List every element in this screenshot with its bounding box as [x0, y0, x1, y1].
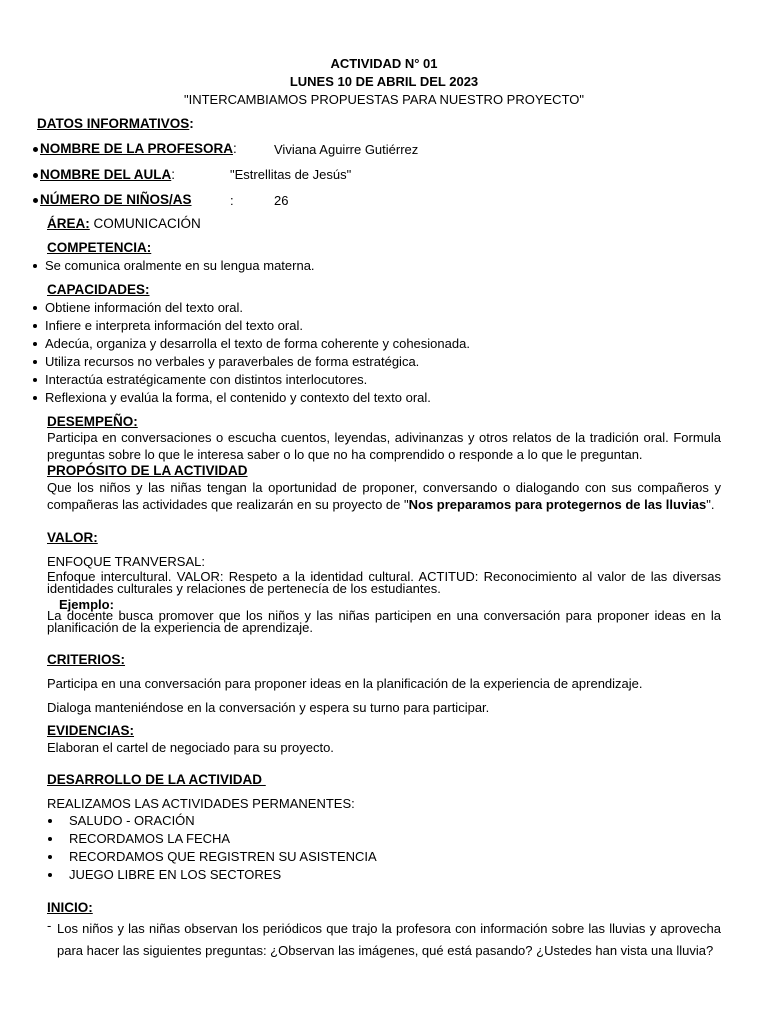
datos-heading: DATOS INFORMATIVOS:	[37, 116, 194, 131]
bullet-icon	[33, 173, 38, 178]
ejemplo-label: Ejemplo:	[59, 597, 114, 612]
desarrollo-intro: REALIZAMOS LAS ACTIVIDADES PERMANENTES:	[47, 796, 355, 811]
valor-heading: VALOR:	[47, 530, 98, 545]
inicio-text: Los niños y las niñas observan los periódicos que trajo la profesora con información sobre las lluvias y aprovecha para hacer las siguientes preguntas: ¿Observan las imágenes, qué está pasando? ¿Ustedes han vista una lluvia?	[57, 921, 721, 958]
area-line: ÁREA: COMUNICACIÓN	[47, 216, 201, 231]
bullet-icon	[48, 819, 52, 823]
count-colon: :	[230, 193, 234, 208]
capacidad-item: Obtiene información del texto oral.	[45, 300, 243, 315]
capacidad-item: Reflexiona y evalúa la forma, el contenido y contexto del texto oral.	[45, 390, 431, 405]
classroom-label: NOMBRE DEL AULA:	[40, 167, 176, 182]
enfoque-text: Enfoque intercultural. VALOR: Respeto a la identidad cultural. ACTITUD: Reconocimiento al valor de las diversas identidades culturales y relaciones de pertenecía de los estudiantes.	[47, 569, 721, 596]
count-label: NÚMERO DE NIÑOS/AS	[40, 192, 192, 207]
criterio-item: Dialoga manteniéndose en la conversación y espera su turno para participar.	[47, 700, 490, 715]
proposito-text: Que los niños y las niñas tengan la oportunidad de proponer, conversando o dialogando con sus compañeros y compañeras las actividades que realizarán en su proyecto de "Nos preparamos para protegernos de las lluvias".	[47, 480, 721, 512]
inicio-heading: INICIO:	[47, 900, 93, 915]
competencia-item: Se comunica oralmente en su lengua materna.	[45, 258, 315, 273]
permanent-activity-item: JUEGO LIBRE EN LOS SECTORES	[69, 867, 282, 882]
bullet-icon	[48, 873, 52, 877]
bullet-icon	[33, 264, 37, 268]
evidencias-text: Elaboran el cartel de negociado para su proyecto.	[47, 740, 334, 755]
permanent-activity-item: SALUDO - ORACIÓN	[69, 813, 195, 828]
capacidad-item: Interactúa estratégicamente con distintos interlocutores.	[45, 372, 368, 387]
capacidad-item: Adecúa, organiza y desarrolla el texto de forma coherente y cohesionada.	[45, 336, 470, 351]
bullet-icon	[33, 198, 38, 203]
bullet-icon	[48, 837, 52, 841]
bullet-icon	[33, 378, 37, 382]
desempeno-heading: DESEMPEÑO:	[47, 414, 138, 429]
enfoque-label: ENFOQUE TRANVERSAL:	[47, 554, 205, 569]
bullet-icon	[33, 147, 38, 152]
activity-title: "INTERCAMBIAMOS PROPUESTAS PARA NUESTRO PROYECTO"	[183, 92, 585, 107]
activity-date: LUNES 10 DE ABRIL DEL 2023	[289, 74, 479, 89]
classroom-value: "Estrellitas de Jesús"	[230, 167, 352, 182]
bullet-icon	[33, 324, 37, 328]
desarrollo-heading: DESARROLLO DE LA ACTIVIDAD	[47, 772, 266, 787]
capacidades-heading: CAPACIDADES:	[47, 282, 150, 297]
desempeno-text: Participa en conversaciones o escucha cuentos, leyendas, adivinanzas y otros relatos de la tradición oral. Formula preguntas sobre lo que le interesa saber o lo que no ha comprendido o responde a lo que le preguntan.	[47, 430, 721, 462]
permanent-activity-item: RECORDAMOS LA FECHA	[69, 831, 231, 846]
bullet-icon	[33, 342, 37, 346]
competencia-heading: COMPETENCIA:	[47, 240, 152, 255]
project-name: Nos preparamos para protegernos de las lluvias	[408, 496, 707, 512]
capacidad-item: Utiliza recursos no verbales y paraverbales de forma estratégica.	[45, 354, 420, 369]
activity-number: ACTIVIDAD N° 01	[330, 56, 438, 71]
criterios-heading: CRITERIOS:	[47, 652, 126, 667]
teacher-label: NOMBRE DE LA PROFESORA:	[40, 141, 237, 156]
permanent-activity-item: RECORDAMOS QUE REGISTREN SU ASISTENCIA	[69, 849, 377, 864]
bullet-icon	[33, 306, 37, 310]
bullet-icon	[33, 360, 37, 364]
criterio-item: Participa en una conversación para proponer ideas en la planificación de la experiencia de aprendizaje.	[47, 676, 643, 691]
evidencias-heading: EVIDENCIAS:	[47, 723, 135, 738]
bullet-icon	[48, 855, 52, 859]
ejemplo-text: La docente busca promover que los niños y las niñas participen en una conversación para proponer ideas en la planificación de la experiencia de aprendizaje.	[47, 608, 721, 635]
capacidad-item: Infiere e interpreta información del texto oral.	[45, 318, 303, 333]
bullet-icon	[33, 396, 37, 400]
dash-marker: -	[47, 918, 52, 933]
count-value: 26	[274, 193, 289, 208]
proposito-heading: PROPÓSITO DE LA ACTIVIDAD	[47, 463, 248, 478]
teacher-value: Viviana Aguirre Gutiérrez	[274, 142, 419, 157]
